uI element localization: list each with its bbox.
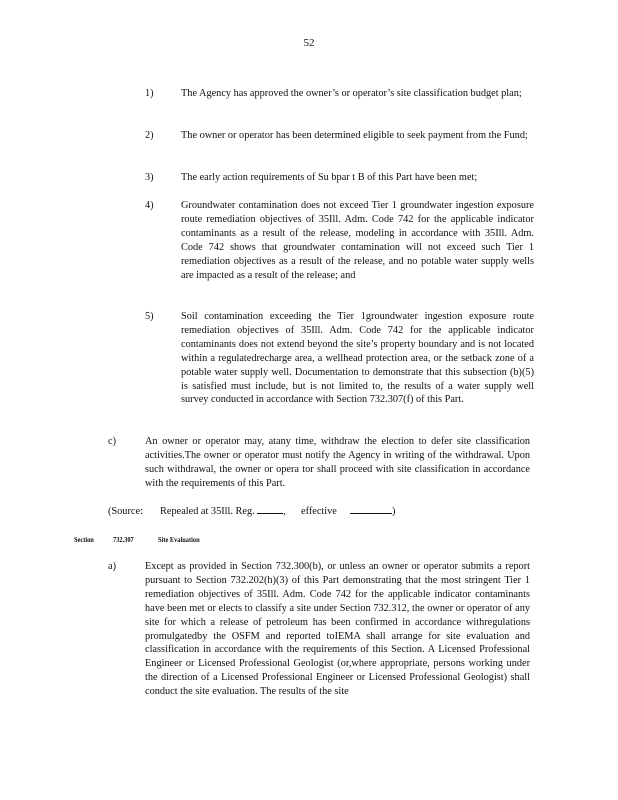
subsection-label: a) xyxy=(108,561,116,572)
section-title: Site Evaluation xyxy=(158,535,200,544)
list-item-number: 5) xyxy=(145,311,154,322)
list-item-text: The early action requirements of Su bpar t B of this Part have been met; xyxy=(181,172,478,183)
source-comma: , xyxy=(283,506,286,517)
source-close: ) xyxy=(392,506,396,517)
source-effective: effective xyxy=(301,506,337,517)
list-item-text: Groundwater contamination does not exceed Tier 1 groundwater ingestion exposure route remediation objectives of 35Ill. Adm. Code 742 for the applicable indicator contaminants as a result of the release, modeling in accordance with 35Ill. Adm. Code 742 shows that groundwater contamination will not exceed such Tier 1 remediation objectives as a result of the release, and no potable water supply wells are impacted as a result of the release; and xyxy=(181,200,534,281)
subsection-text: An owner or operator may, atany time, withdraw the election to defer site classification activities.The owner or operator must notify the Agency in writing of the withdrawal. Upon such withdrawal, the owner or opera tor shall proceed with site classification in accordance with the requirements of this Part. xyxy=(145,436,530,489)
source-prefix: (Source: xyxy=(108,506,143,517)
list-item-text: Soil contamination exceeding the Tier 1groundwater ingestion exposure route remediation objectives of 35Ill. Adm. Code 742 for the applicable indicator contaminants does not extend beyond the site’s property boundary and is not located within a regulatedrecharge area, a wellhead protection area, or the setback zone of a potable water supply well. Documentation to demonstrate that this subsection (b)(5) is satisfied must include, but is not limited to, the results of a water supply well survey conducted in accordance with Section 732.307(f) of this Part. xyxy=(181,311,534,406)
list-item-number: 3) xyxy=(145,172,154,183)
list-item-text: The owner or operator has been determined eligible to seek payment from the Fund; xyxy=(181,130,528,141)
section-heading xyxy=(0,535,618,547)
section-number: 732.307 xyxy=(113,535,134,544)
list-item-number: 4) xyxy=(145,200,154,211)
section-label: Section xyxy=(74,535,94,544)
source-blank-date xyxy=(350,504,392,514)
page-number: 52 xyxy=(303,37,315,49)
subsection-text: Except as provided in Section 732.300(b), or unless an owner or operator submits a report pursuant to Section 732.202(h)(3) of this Part demonstrating that the most stringent Tier 1 remediation objectives of 35Ill. Adm. Code 742 for the applicable indicator contaminants have been met or elects to classify a site under Section 732.312, the owner or operator of any site for which a release of petroleum has been confirmed in accordance withregulations promulgatedby the OSFM and reported toIEMA shall arrange for site evaluation and classification in accordance with the requirements of this Section. A Licensed Professional Engineer or Licensed Professional Geologist (or,where appropriate, persons working under the direction of a Licensed Professional Engineer or Licensed Professional Geologist) shall conduct the site evaluation. The results of the site xyxy=(145,561,530,698)
source-blank-reg xyxy=(257,504,283,514)
subsection-label: c) xyxy=(108,436,116,447)
source-repealed: Repealed at 35Ill. Reg. xyxy=(160,506,255,517)
list-item-text: The Agency has approved the owner’s or operator’s site classification budget plan; xyxy=(181,88,522,99)
list-item-number: 2) xyxy=(145,130,154,141)
list-item-number: 1) xyxy=(145,88,154,99)
source-note xyxy=(108,504,395,519)
